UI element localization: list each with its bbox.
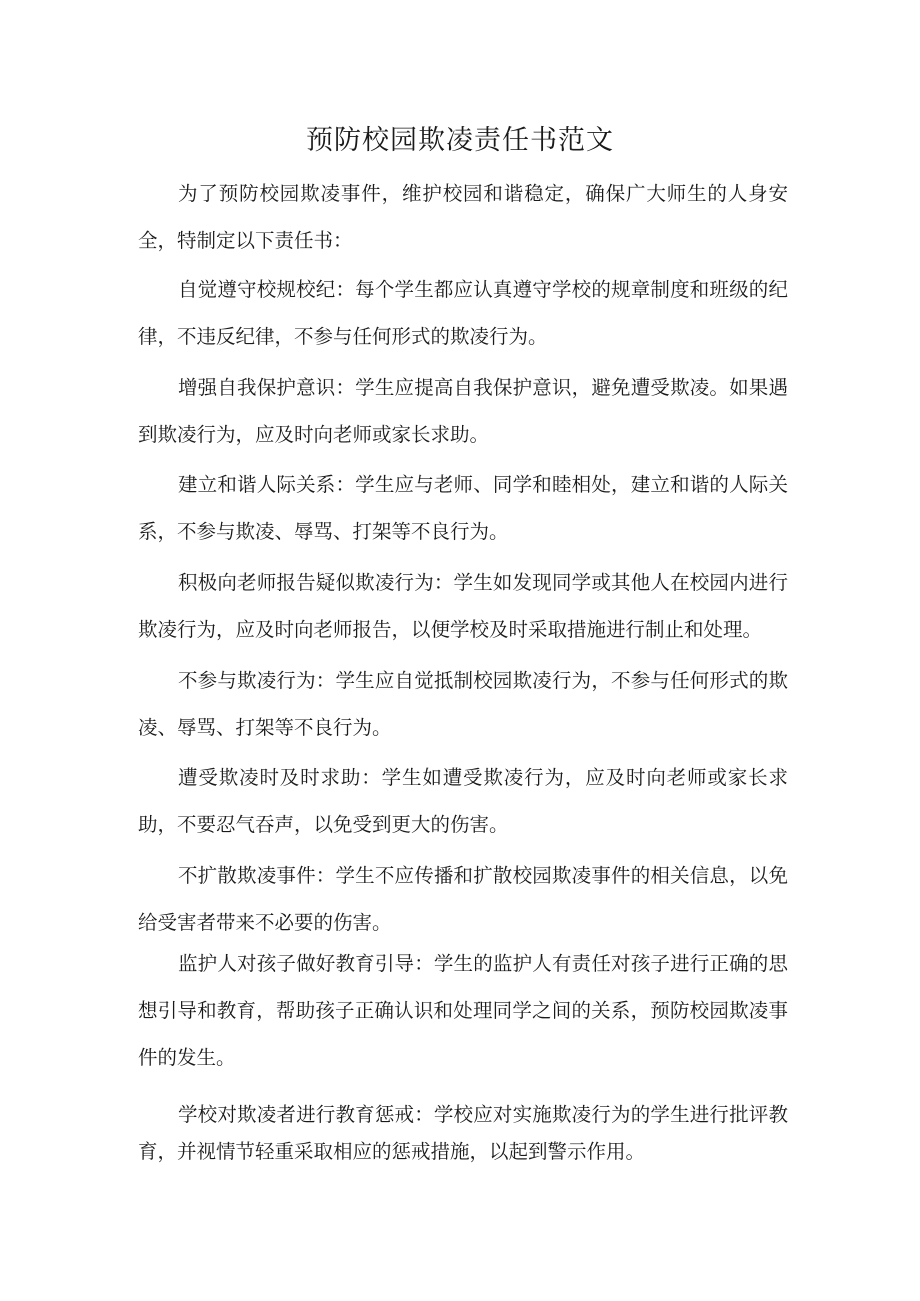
paragraph-item-9: 学校对欺凌者进行教育惩戒：学校应对实施欺凌行为的学生进行批评教育，并视情节轻重采取相应的惩戒措施，以起到警示作用。	[138, 1103, 788, 1163]
paragraph-item-1: 自觉遵守校规校纪：每个学生都应认真遵守学校的规章制度和班级的纪律，不违反纪律，不参与任何形式的欺凌行为。	[138, 278, 788, 348]
document-title: 预防校园欺凌责任书范文	[306, 125, 614, 156]
paragraph-item-6: 遭受欺凌时及时求助：学生如遭受欺凌行为，应及时向老师或家长求助，不要忍气吞声，以免受到更大的伤害。	[138, 766, 788, 836]
paragraph-intro: 为了预防校园欺凌事件，维护校园和谐稳定，确保广大师生的人身安全，特制定以下责任书：	[138, 182, 788, 252]
paragraph-item-5: 不参与欺凌行为：学生应自觉抵制校园欺凌行为，不参与任何形式的欺凌、辱骂、打架等不良行为。	[138, 669, 788, 739]
paragraph-item-2: 增强自我保护意识：学生应提高自我保护意识，避免遭受欺凌。如果遇到欺凌行为，应及时向老师或家长求助。	[138, 376, 788, 446]
paragraph-item-4: 积极向老师报告疑似欺凌行为：学生如发现同学或其他人在校园内进行欺凌行为，应及时向老师报告，以便学校及时采取措施进行制止和处理。	[138, 571, 788, 641]
paragraph-item-8: 监护人对孩子做好教育引导：学生的监护人有责任对孩子进行正确的思想引导和教育，帮助孩子正确认识和处理同学之间的关系，预防校园欺凌事件的发生。	[138, 952, 788, 1069]
paragraph-item-7: 不扩散欺凌事件：学生不应传播和扩散校园欺凌事件的相关信息，以免给受害者带来不必要的伤害。	[138, 864, 788, 934]
paragraph-item-3: 建立和谐人际关系：学生应与老师、同学和睦相处，建立和谐的人际关系，不参与欺凌、辱骂、打架等不良行为。	[138, 473, 788, 543]
